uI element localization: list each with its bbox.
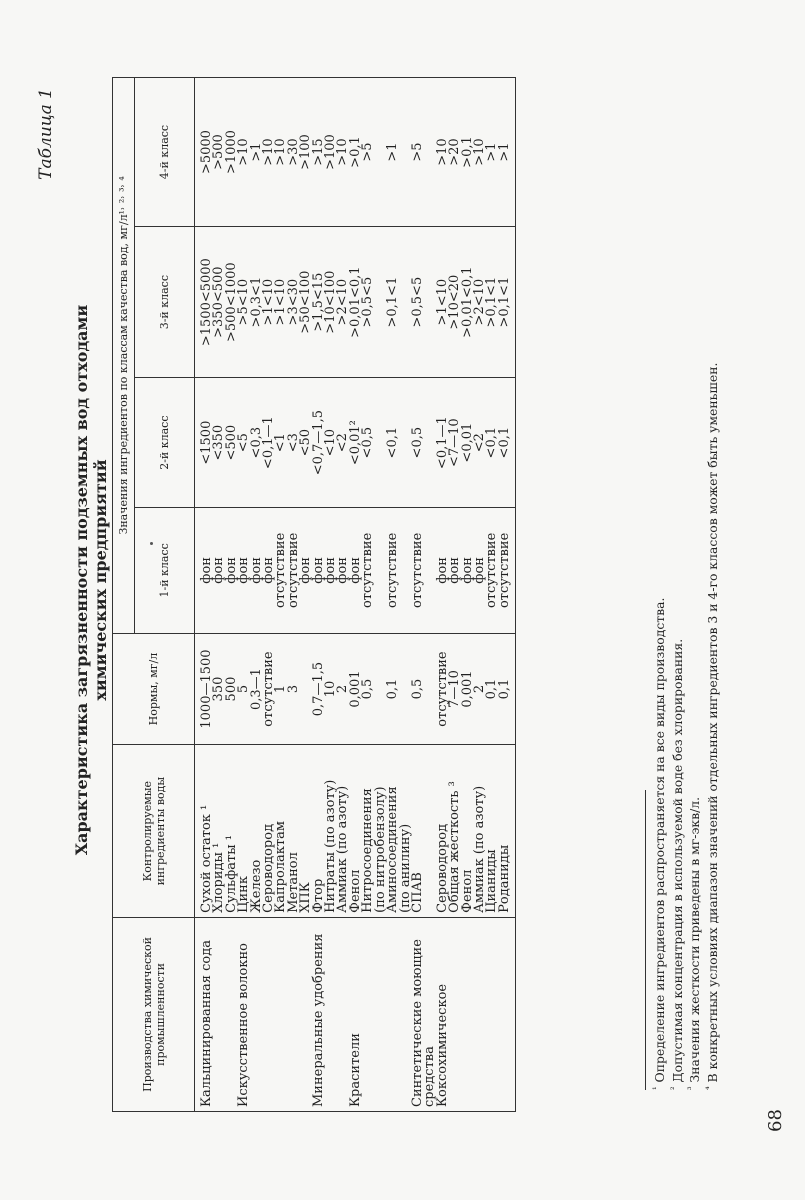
cell-class-1: отсутствие	[362, 508, 374, 634]
cell-class-1: отсутствие	[499, 508, 516, 634]
cell-class-3: >0,3<1	[251, 227, 263, 378]
cell-class-2: <0,01	[462, 378, 474, 508]
cell-class-2: <0,5	[412, 378, 424, 508]
cell-ingredient: Нитраты (по азоту)	[325, 745, 337, 917]
cell-class-4: >10	[275, 78, 287, 227]
table-row	[449, 78, 461, 1112]
cell-ingredient: (по нитробензолу)	[375, 745, 387, 917]
cell-class-4: >10	[238, 78, 250, 227]
footnote-text: Допустимая концентрация в используемой воде без хлорирования.	[669, 638, 685, 1083]
footnote-mark: ¹	[652, 1086, 662, 1090]
cell-class-2: <0,1	[387, 378, 399, 508]
cell-production	[387, 917, 399, 1111]
cell-norm: 0,001	[350, 633, 362, 745]
cell-class-2: <0,1—1	[437, 378, 449, 508]
header-class-2: 2-й класс	[135, 378, 195, 508]
cell-norm: 500	[226, 633, 238, 745]
cell-class-3: >0,5<5	[362, 227, 374, 378]
cell-class-3: >350<500	[213, 227, 225, 378]
cell-class-2: <0,1—1	[263, 378, 275, 508]
cell-ingredient: Железо	[251, 745, 263, 917]
cell-norm: 0,1	[499, 633, 516, 745]
cell-class-3: >10<100	[325, 227, 337, 378]
cell-class-1: отсутствие	[275, 508, 287, 634]
cell-class-1: фон	[337, 508, 349, 634]
cell-class-4: >0,1	[350, 78, 362, 227]
cell-ingredient: Фтор	[313, 745, 325, 917]
cell-class-4: >1000	[226, 78, 238, 227]
cell-ingredient: Нитросоединения	[362, 745, 374, 917]
cell-class-4: >10	[474, 78, 486, 227]
footnote-mark: ²	[669, 1086, 680, 1090]
cell-class-4: >0,1	[462, 78, 474, 227]
cell-class-2: <7—10	[449, 378, 461, 508]
table-row	[288, 78, 300, 1112]
cell-production	[462, 917, 474, 1111]
cell-ingredient: Цианиды	[486, 745, 498, 917]
cell-class-4: >1	[251, 78, 263, 227]
table-row	[462, 78, 474, 1112]
cell-class-2: <0,01²	[350, 378, 362, 508]
cell-norm: 0,3—1	[251, 633, 263, 745]
cell-class-3: >0,01<0,1	[350, 227, 362, 378]
cell-production	[275, 917, 287, 1111]
cell-production	[251, 917, 263, 1111]
footnotes	[650, 70, 721, 1090]
table-row	[412, 78, 424, 1112]
cell-class-4: >30	[288, 78, 300, 227]
cell-production	[325, 917, 337, 1111]
cell-class-3: >0,1<1	[486, 227, 498, 378]
cell-class-4: >10	[337, 78, 349, 227]
cell-ingredient: Капролактам	[275, 745, 287, 917]
cell-class-1: фон	[350, 508, 362, 634]
cell-norm: 10	[325, 633, 337, 745]
cell-class-3: >1<10	[263, 227, 275, 378]
cell-class-4: >5000	[195, 78, 214, 227]
cell-norm: 0,1	[486, 633, 498, 745]
cell-ingredient: Метанол	[288, 745, 300, 917]
table-row	[437, 78, 449, 1112]
footnote	[685, 70, 703, 1090]
cell-class-2: <1	[275, 378, 287, 508]
cell-class-3: >0,1<1	[499, 227, 516, 378]
cell-class-2: <50	[300, 378, 312, 508]
cell-ingredient: Сероводород	[263, 745, 275, 917]
cell-norm: 5	[238, 633, 250, 745]
header-class-1: 1-й класс	[135, 508, 195, 634]
header-ingredient: Контролируемые ингредиенты воды	[113, 745, 195, 917]
footnote-text: Определение ингредиентов распространяется на все виды производства.	[652, 597, 668, 1083]
cell-class-3: >1,5<15	[313, 227, 325, 378]
cell-production	[474, 917, 486, 1111]
cell-class-3: >0,01<0,1	[462, 227, 474, 378]
footnote	[703, 70, 721, 1090]
table-row	[325, 78, 337, 1112]
cell-class-4: >5	[362, 78, 374, 227]
cell-production: Минеральные удобрения	[313, 917, 325, 1111]
cell-class-1: отсутствие	[387, 508, 399, 634]
cell-class-1: отсутствие	[486, 508, 498, 634]
cell-ingredient: ХПК	[300, 745, 312, 917]
cell-class-3: >500<1000	[226, 227, 238, 378]
table-title	[72, 110, 110, 1050]
cell-ingredient: Аммиак (по азоту)	[474, 745, 486, 917]
cell-class-2: <0,1	[486, 378, 498, 508]
cell-production: Синтетические моющие	[412, 917, 424, 1111]
title-line-2: химических предприятий	[91, 459, 110, 701]
cell-class-3: >10<20	[449, 227, 461, 378]
table-row	[313, 78, 325, 1112]
cell-production	[213, 917, 225, 1111]
cell-class-4: >5	[412, 78, 424, 227]
cell-production	[486, 917, 498, 1111]
cell-production: Кальцинированная сода	[195, 917, 214, 1111]
header-class-4: 4-й класс	[135, 78, 195, 227]
header-production: Производства химической промышленности	[113, 917, 195, 1111]
cell-class-4: >1	[387, 78, 399, 227]
cell-class-1: фон	[263, 508, 275, 634]
table-row	[387, 78, 399, 1112]
cell-class-2: <0,7—1,5	[313, 378, 325, 508]
cell-production: Коксохимическое	[437, 917, 449, 1111]
cell-class-3: >0,5<5	[412, 227, 424, 378]
cell-class-3: >1<10	[437, 227, 449, 378]
cell-ingredient: СПАВ	[412, 745, 424, 917]
cell-ingredient: Роданиды	[499, 745, 516, 917]
cell-class-2: <3	[288, 378, 300, 508]
cell-production	[499, 917, 516, 1111]
cell-class-1: отсутствие	[412, 508, 424, 634]
cell-class-3: >1500<5000	[195, 227, 214, 378]
cell-norm: 0,7—1,5	[313, 633, 325, 745]
cell-production	[288, 917, 300, 1111]
table-row	[213, 78, 225, 1112]
footnote-mark: ⁴	[705, 1086, 716, 1090]
cell-class-2: <500	[226, 378, 238, 508]
cell-norm: 0,5	[362, 633, 374, 745]
footnote-rule	[645, 790, 646, 1090]
cell-class-4: >15	[313, 78, 325, 227]
cell-norm: отсутствие	[437, 633, 449, 745]
cell-class-4: >10	[437, 78, 449, 227]
cell-class-4: >1	[486, 78, 498, 227]
cell-class-3: >3<30	[288, 227, 300, 378]
cell-norm: 2	[474, 633, 486, 745]
cell-class-1: фон	[226, 508, 238, 634]
cell-production	[362, 917, 374, 1111]
cell-class-1: фон	[449, 508, 461, 634]
page-number: 68	[765, 1109, 786, 1132]
cell-ingredient: Аммиак (по азоту)	[337, 745, 349, 917]
cell-ingredient: Аминосоединения	[387, 745, 399, 917]
cell-ingredient: Сульфаты ¹	[226, 745, 238, 917]
cell-class-3: >0,1<1	[387, 227, 399, 378]
cell-class-1: фон	[462, 508, 474, 634]
table-row	[362, 78, 374, 1112]
footnote-text: В конкретных условиях диапазон значений отдельных ингредиентов 3 и 4-го классов может быть уменьшен.	[705, 362, 721, 1083]
cell-class-1: фон	[300, 508, 312, 634]
cell-class-3: >1<10	[275, 227, 287, 378]
table-row	[337, 78, 349, 1112]
cell-class-1: фон	[238, 508, 250, 634]
cell-ingredient: Сухой остаток ¹	[195, 745, 214, 917]
cell-class-3: >2<10	[337, 227, 349, 378]
cell-norm: 0,1	[387, 633, 399, 745]
cell-class-2: <2	[474, 378, 486, 508]
cell-ingredient: (по анилину)	[400, 745, 412, 917]
cell-ingredient: Цинк	[238, 745, 250, 917]
cell-class-2: <5	[238, 378, 250, 508]
header-norms: Нормы, мг/л	[113, 633, 195, 745]
cell-class-2: <1500	[195, 378, 214, 508]
cell-norm: 1	[275, 633, 287, 745]
cell-class-2: <2	[337, 378, 349, 508]
cell-class-4: >100	[325, 78, 337, 227]
cell-class-1: фон	[325, 508, 337, 634]
cell-class-4: >1	[499, 78, 516, 227]
cell-class-2: <0,1	[499, 378, 516, 508]
cell-norm: 2	[337, 633, 349, 745]
cell-class-3: >5<10	[238, 227, 250, 378]
cell-ingredient: Хлориды ¹	[213, 745, 225, 917]
table-row	[238, 78, 250, 1112]
data-table	[112, 77, 516, 1112]
cell-class-4: >20	[449, 78, 461, 227]
cell-norm: отсутствие	[263, 633, 275, 745]
header-class-3: 3-й класс	[135, 227, 195, 378]
cell-class-2: <0,5	[362, 378, 374, 508]
cell-production: Красители	[350, 917, 362, 1111]
cell-norm: 350	[213, 633, 225, 745]
cell-norm: 0,001	[462, 633, 474, 745]
cell-class-1: фон	[313, 508, 325, 634]
cell-class-1: фон	[251, 508, 263, 634]
cell-production	[263, 917, 275, 1111]
cell-class-4: >100	[300, 78, 312, 227]
cell-class-1: фон	[437, 508, 449, 634]
cell-class-4: >10	[263, 78, 275, 227]
table-row	[499, 78, 516, 1112]
cell-norm: 1000—1500	[195, 633, 214, 745]
cell-production	[449, 917, 461, 1111]
cell-production: Искусственное волокно	[238, 917, 250, 1111]
cell-ingredient: Фенол	[350, 745, 362, 917]
cell-class-1: отсутствие	[288, 508, 300, 634]
cell-class-4: >500	[213, 78, 225, 227]
cell-class-1: фон	[195, 508, 214, 634]
header-classes-group: Значения ингредиентов по классам качества вод, мг/л¹˒ ²˒ ³˒ ⁴	[113, 78, 135, 634]
title-line-1: Характеристика загрязненности подземных вод отходами	[72, 304, 91, 856]
footnote	[668, 70, 686, 1090]
cell-class-1: фон	[213, 508, 225, 634]
cell-production: средства	[424, 917, 436, 1111]
cell-ingredient: Общая жесткость ³	[449, 745, 461, 917]
table-row	[424, 78, 436, 1112]
cell-class-1: фон	[474, 508, 486, 634]
cell-norm: 3	[288, 633, 300, 745]
footnote-mark: ³	[687, 1086, 698, 1090]
cell-class-3: >50<100	[300, 227, 312, 378]
footnote	[650, 70, 668, 1090]
footnote-text: Значения жесткости приведены в мг-экв/л.	[687, 796, 703, 1083]
cell-norm: 7—10	[449, 633, 461, 745]
cell-production	[375, 917, 387, 1111]
cell-norm: 0,5	[412, 633, 424, 745]
cell-ingredient: Фенол	[462, 745, 474, 917]
cell-class-3: >2<10	[474, 227, 486, 378]
cell-class-2: <0,3	[251, 378, 263, 508]
table-row	[251, 78, 263, 1112]
table-row	[195, 78, 214, 1112]
cell-ingredient: Сероводород	[437, 745, 449, 917]
cell-class-2: <10	[325, 378, 337, 508]
table-body	[195, 78, 516, 1112]
cell-class-2: <350	[213, 378, 225, 508]
table-number: Таблица 1	[36, 88, 56, 180]
